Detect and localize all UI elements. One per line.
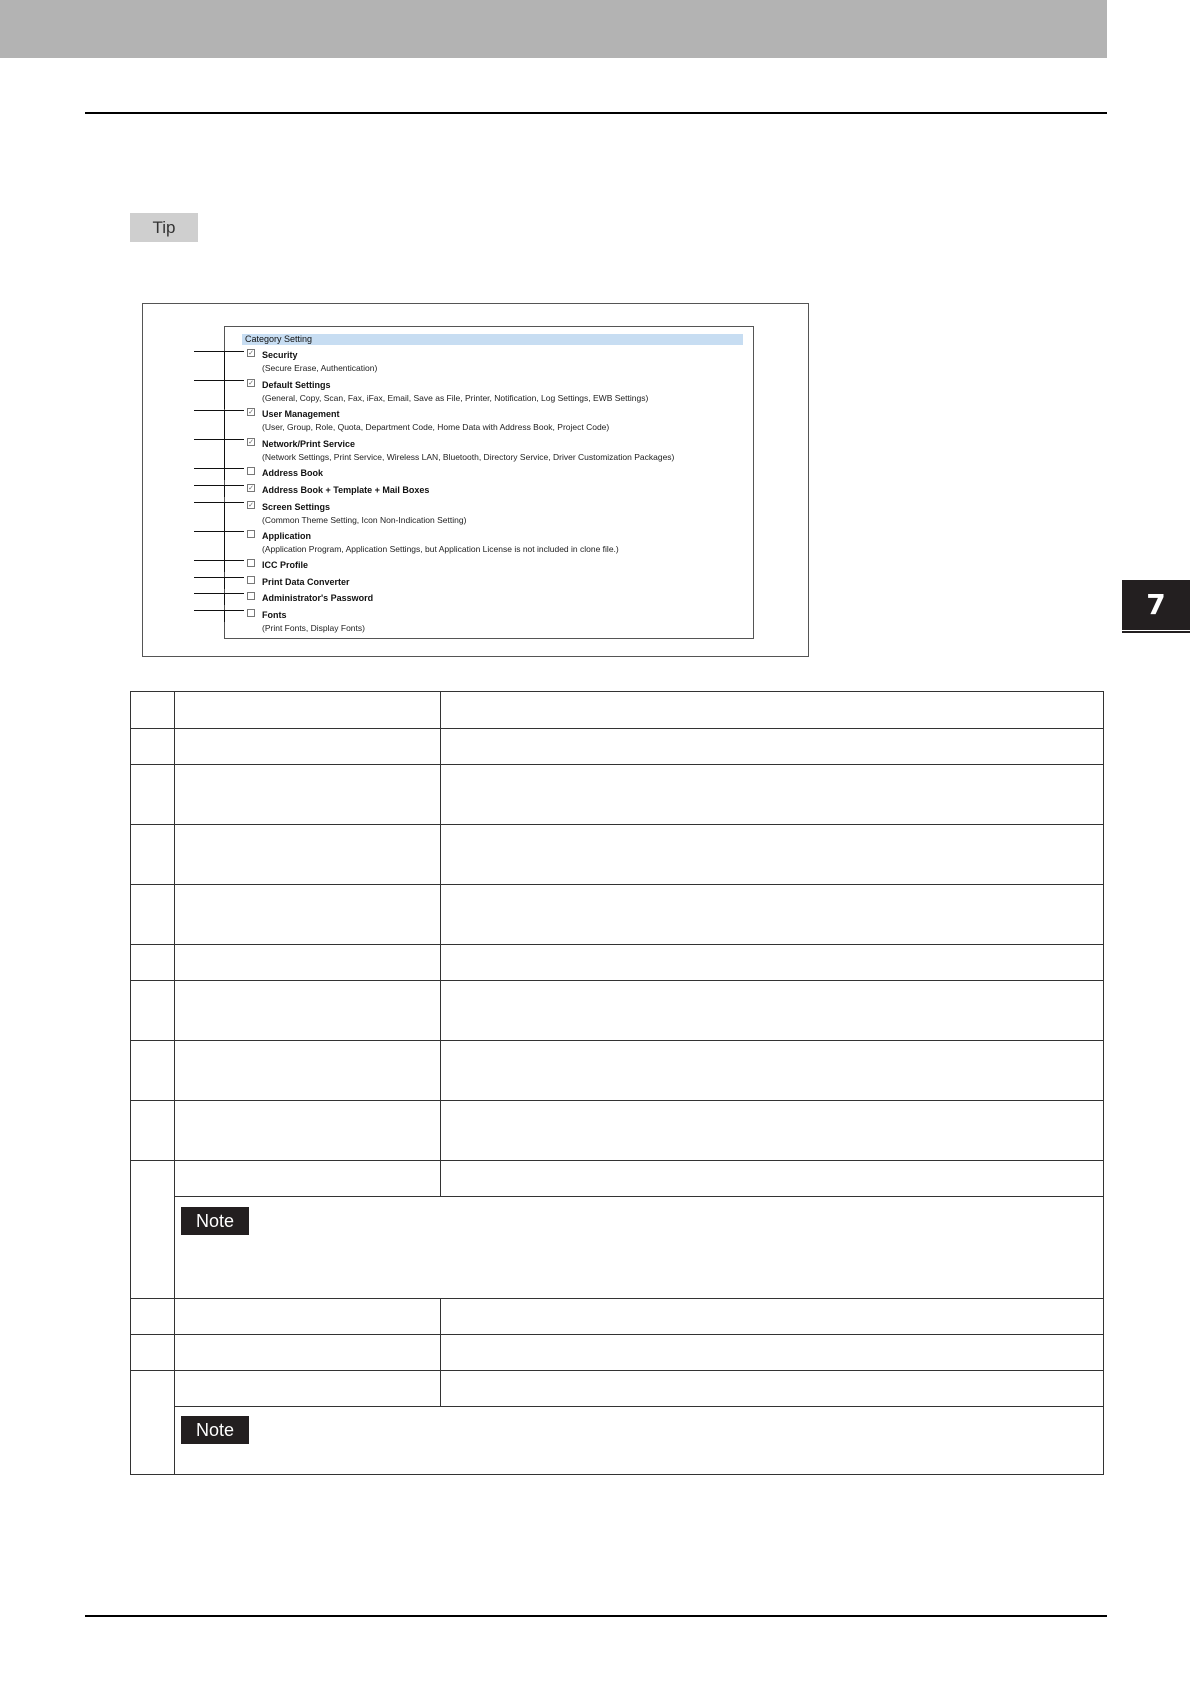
callout-tick [224, 531, 225, 560]
callout-tick [224, 593, 225, 605]
table-rule [130, 1040, 1104, 1041]
item-label-address-book-template-mailboxes: Address Book + Template + Mail Boxes [262, 485, 430, 495]
callout-tick [224, 485, 225, 497]
checkbox-print-data-converter[interactable] [247, 576, 255, 584]
checkbox-user-management[interactable]: ✓ [248, 409, 254, 416]
table-rule [130, 691, 131, 1475]
checkbox-fonts[interactable] [247, 609, 255, 617]
checkbox-icc-profile[interactable] [247, 559, 255, 567]
checkbox-screen-settings[interactable]: ✓ [248, 502, 254, 509]
chapter-tab[interactable]: 7 [1122, 580, 1190, 630]
item-sub-network-print-service: (Network Settings, Print Service, Wireless LAN, Bluetooth, Directory Service, Driver Customization Packages) [262, 452, 675, 462]
item-label-fonts: Fonts [262, 610, 287, 620]
table-rule [130, 944, 1104, 945]
table-rule [130, 1474, 1104, 1475]
header-rule [85, 112, 1107, 114]
table-rule [130, 1160, 1104, 1161]
chapter-tab-underline [1122, 631, 1190, 633]
table-rule [130, 1334, 1104, 1335]
tip-badge: Tip [130, 213, 198, 242]
checkbox-default-settings[interactable]: ✓ [248, 380, 254, 387]
item-label-address-book: Address Book [262, 468, 324, 478]
callout-line [194, 610, 244, 611]
item-label-icc-profile: ICC Profile [262, 560, 309, 570]
table-rule [174, 1196, 1104, 1197]
callout-tick [224, 380, 225, 409]
callout-tick [224, 610, 225, 622]
item-label-screen-settings: Screen Settings [262, 502, 331, 512]
item-label-default-settings: Default Settings [262, 380, 331, 390]
settings-table [130, 691, 1104, 1475]
note-badge: Note [181, 1207, 249, 1235]
table-rule [130, 980, 1104, 981]
checkbox-administrators-password[interactable] [247, 592, 255, 600]
table-rule [440, 691, 441, 1196]
callout-line [194, 351, 244, 352]
item-sub-security: (Secure Erase, Authentication) [262, 363, 378, 373]
callout-line [194, 531, 244, 532]
callout-line [194, 439, 244, 440]
callout-line [194, 410, 244, 411]
callout-line [194, 593, 244, 594]
callout-line [194, 577, 244, 578]
table-rule [130, 691, 1104, 692]
table-rule [130, 1100, 1104, 1101]
item-label-network-print-service: Network/Print Service [262, 439, 356, 449]
item-label-security: Security [262, 350, 298, 360]
cropped-section-title [243, 326, 297, 332]
checkbox-address-book-template-mailboxes[interactable]: ✓ [248, 485, 254, 492]
item-sub-screen-settings: (Common Theme Setting, Icon Non-Indication Setting) [262, 515, 467, 525]
item-sub-application: (Application Program, Application Settings, but Application License is not included in clone file.) [262, 544, 619, 554]
checkbox-security[interactable]: ✓ [248, 350, 254, 357]
callout-line [194, 380, 244, 381]
checkbox-network-print-service[interactable]: ✓ [248, 439, 254, 446]
callout-line [194, 560, 244, 561]
table-rule [174, 1406, 1104, 1407]
callout-tick [224, 439, 225, 468]
callout-tick [224, 560, 225, 572]
item-sub-user-management: (User, Group, Role, Quota, Department Code, Home Data with Address Book, Project Code) [262, 422, 610, 432]
table-rule [130, 1370, 1104, 1371]
category-setting-bar: Category Setting [242, 334, 743, 345]
item-label-administrators-password: Administrator's Password [262, 593, 374, 603]
checkbox-address-book[interactable] [247, 467, 255, 475]
item-label-application: Application [262, 531, 311, 541]
table-rule [130, 824, 1104, 825]
table-rule [174, 691, 175, 1475]
item-label-user-management: User Management [262, 409, 340, 419]
callout-tick [224, 351, 225, 380]
checkbox-application[interactable] [247, 530, 255, 538]
callout-tick [224, 410, 225, 439]
table-rule [1103, 691, 1104, 1475]
table-rule [440, 1298, 441, 1406]
item-label-print-data-converter: Print Data Converter [262, 577, 350, 587]
callout-line [194, 468, 244, 469]
clone-category-dialog [224, 326, 754, 639]
callout-tick [224, 502, 225, 531]
table-rule [130, 884, 1104, 885]
item-sub-default-settings: (General, Copy, Scan, Fax, iFax, Email, Save as File, Printer, Notification, Log Settings, EWB Settings) [262, 393, 649, 403]
callout-tick [224, 468, 225, 480]
table-rule [130, 728, 1104, 729]
callout-tick [224, 577, 225, 589]
callout-line [194, 502, 244, 503]
footer-rule [85, 1615, 1107, 1617]
table-rule [130, 1298, 1104, 1299]
callout-line [194, 485, 244, 486]
note-badge: Note [181, 1416, 249, 1444]
header-band [0, 0, 1107, 58]
item-sub-fonts: (Print Fonts, Display Fonts) [262, 623, 365, 633]
table-rule [130, 764, 1104, 765]
